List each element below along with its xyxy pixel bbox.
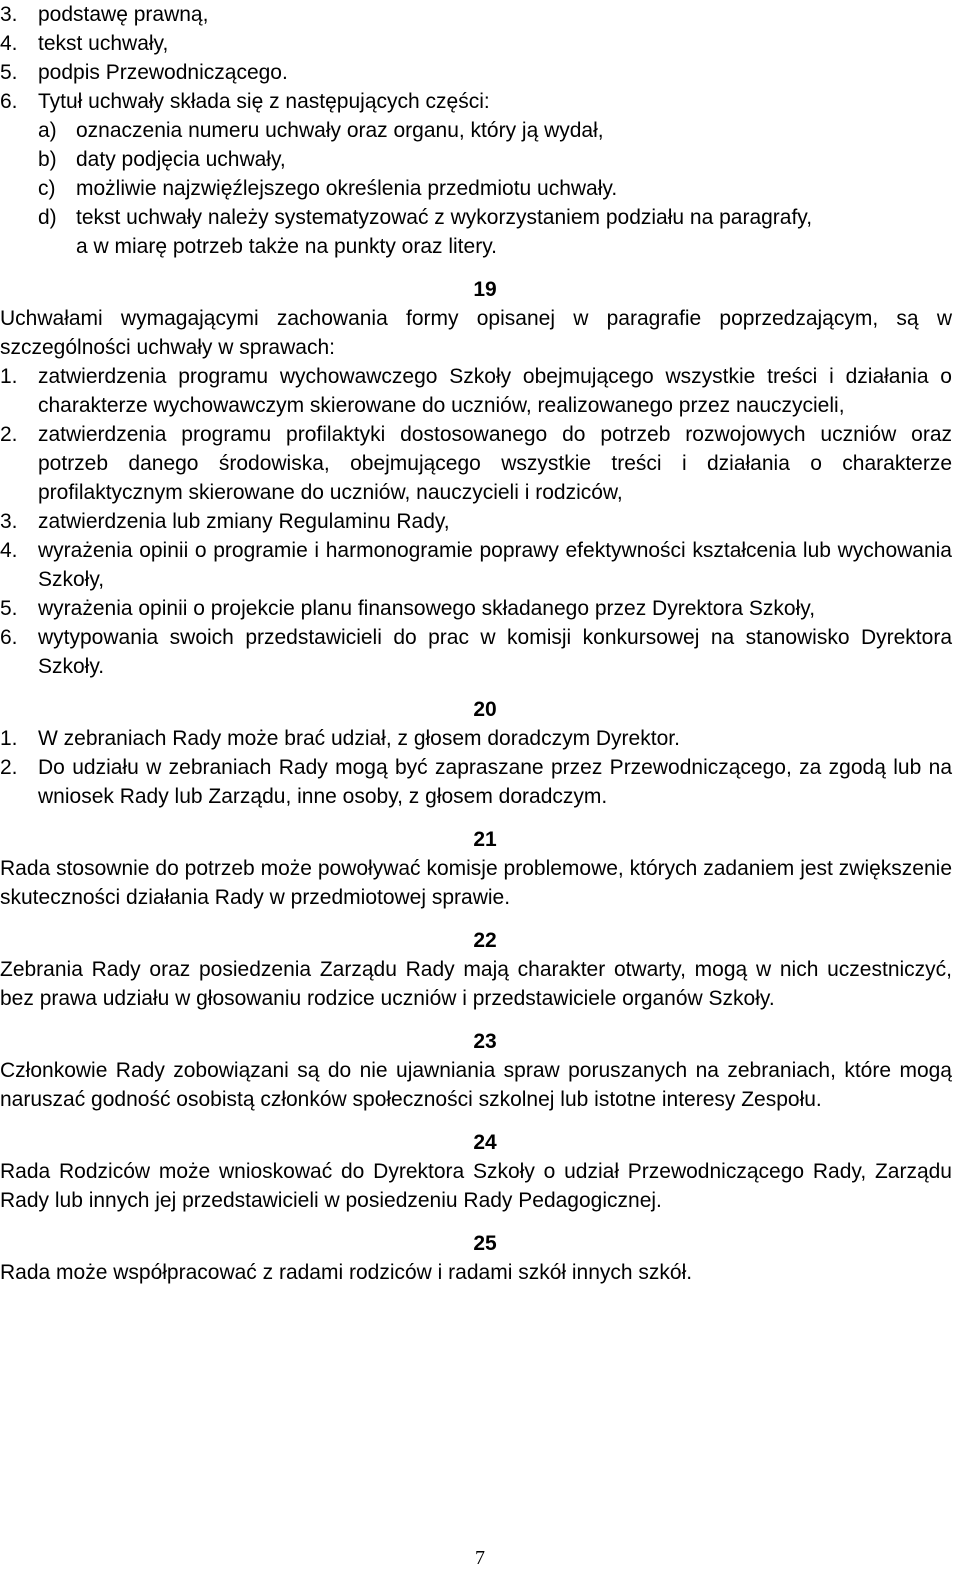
section-heading-24: [0, 1128, 952, 1157]
list-item: [0, 420, 952, 507]
list-number: 6.: [0, 90, 18, 113]
list-number: 3.: [0, 510, 18, 533]
list-item: [0, 623, 952, 681]
sub-list-item: [38, 174, 952, 203]
sub-list-text: oznaczenia numeru uchwały oraz organu, który ją wydał,: [76, 119, 604, 142]
list-item: [0, 753, 952, 811]
section-number: 24: [473, 1131, 497, 1154]
list-number: 4.: [0, 32, 18, 55]
list-text: zatwierdzenia programu wychowawczego Szkoły obejmującego wszystkie treści i działania o charakterze wychowawczym skierowane do uczniów, realizowanego przez nauczycieli,: [38, 365, 952, 417]
list-number: 1.: [0, 727, 18, 750]
section-number: 19: [473, 278, 497, 301]
section-text: Rada Rodziców może wnioskować do Dyrektora Szkoły o udział Przewodniczącego Rady, Zarządu Rady lub innych jej przedstawicieli w posiedzeniu Rady Pedagogicznej.: [0, 1160, 952, 1212]
list-item: [0, 594, 952, 623]
list-item: [0, 87, 952, 116]
sub-list-text: możliwie najzwięźlejszego określenia przedmiotu uchwały.: [76, 177, 618, 200]
section-number: 25: [473, 1232, 497, 1255]
section-heading-21: [0, 825, 952, 854]
list-item: [0, 507, 952, 536]
sub-list-item: [38, 145, 952, 174]
list-text: wyrażenia opinii o programie i harmonogramie poprawy efektywności kształcenia lub wychowania Szkoły,: [38, 539, 952, 591]
list-number: 1.: [0, 365, 18, 388]
list-text: zatwierdzenia programu profilaktyki dostosowanego do potrzeb rozwojowych uczniów oraz potrzeb danego środowiska, obejmującego wszystkie treści i działania o charakterze profilaktycznym skierowane do uczniów, nauczycieli i rodziców,: [38, 423, 952, 504]
list-number: 2.: [0, 423, 18, 446]
sub-list-text: [76, 203, 952, 261]
section-text: Członkowie Rady zobowiązani są do nie ujawniania spraw poruszanych na zebraniach, które mogą naruszać godność osobistą członków społeczności szkolnej lub istotne interesy Zespołu.: [0, 1059, 952, 1111]
section-heading-22: [0, 926, 952, 955]
sub-list-text-continuation: a w miarę potrzeb także na punkty oraz litery.: [76, 235, 497, 258]
list-item: [0, 362, 952, 420]
list-text: W zebraniach Rady może brać udział, z głosem doradczym Dyrektor.: [38, 727, 680, 750]
list-number: 6.: [0, 626, 18, 649]
list-number: 3.: [0, 3, 18, 26]
list-number: 2.: [0, 756, 18, 779]
list-text: wyrażenia opinii o projekcie planu finansowego składanego przez Dyrektora Szkoły,: [38, 597, 816, 620]
section-text: Rada stosownie do potrzeb może powoływać komisje problemowe, których zadaniem jest zwiększenie skuteczności działania Rady w przedmiotowej sprawie.: [0, 857, 952, 909]
list-number: 4.: [0, 539, 18, 562]
sub-list-text-part: tekst uchwały należy systematyzować z wykorzystaniem podziału na paragrafy,: [76, 206, 813, 229]
section-number: 23: [473, 1030, 497, 1053]
list-text: wytypowania swoich przedstawicieli do prac w komisji konkursowej na stanowisko Dyrektora Szkoły.: [38, 626, 952, 678]
section-heading-23: [0, 1027, 952, 1056]
list-text: Do udziału w zebraniach Rady mogą być zapraszane przez Przewodniczącego, za zgodą lub na wniosek Rady lub Zarządu, inne osoby, z głosem doradczym.: [38, 756, 952, 808]
section-heading-19: [0, 275, 952, 304]
sub-list-letter: b): [38, 148, 57, 171]
list-text: zatwierdzenia lub zmiany Regulaminu Rady,: [38, 510, 450, 533]
list-number: 5.: [0, 61, 18, 84]
section-heading-20: [0, 695, 952, 724]
section-text: Rada może współpracować z radami rodziców i radami szkół innych szkół.: [0, 1261, 693, 1284]
section-number: 22: [473, 929, 497, 952]
list-item: [0, 29, 952, 58]
list-item: [0, 536, 952, 594]
list-number: 5.: [0, 597, 18, 620]
sub-list-letter: a): [38, 119, 57, 142]
sub-list-item: [38, 203, 952, 261]
section-text: Zebrania Rady oraz posiedzenia Zarządu Rady mają charakter otwarty, mogą w nich uczestniczyć, bez prawa udziału w głosowaniu rodzice uczniów i przedstawiciele organów Szkoły.: [0, 958, 952, 1010]
list-text: Tytuł uchwały składa się z następujących części:: [38, 90, 490, 113]
list-text: podpis Przewodniczącego.: [38, 61, 288, 84]
list-text: tekst uchwały,: [38, 32, 169, 55]
section-number: 20: [473, 698, 497, 721]
page-number: 7: [475, 1547, 485, 1569]
section-heading-25: [0, 1229, 952, 1258]
section-intro: Uchwałami wymagającymi zachowania formy opisanej w paragrafie poprzedzającym, są w szczególności uchwały w sprawach:: [0, 307, 952, 359]
section-number: 21: [473, 828, 497, 851]
list-item: [0, 58, 952, 87]
list-item: [0, 0, 952, 29]
list-text: podstawę prawną,: [38, 3, 209, 26]
sub-list-letter: c): [38, 177, 56, 200]
list-item: [0, 724, 952, 753]
sub-list-letter: d): [38, 206, 57, 229]
sub-list-text: daty podjęcia uchwały,: [76, 148, 286, 171]
sub-list-item: [38, 116, 952, 145]
